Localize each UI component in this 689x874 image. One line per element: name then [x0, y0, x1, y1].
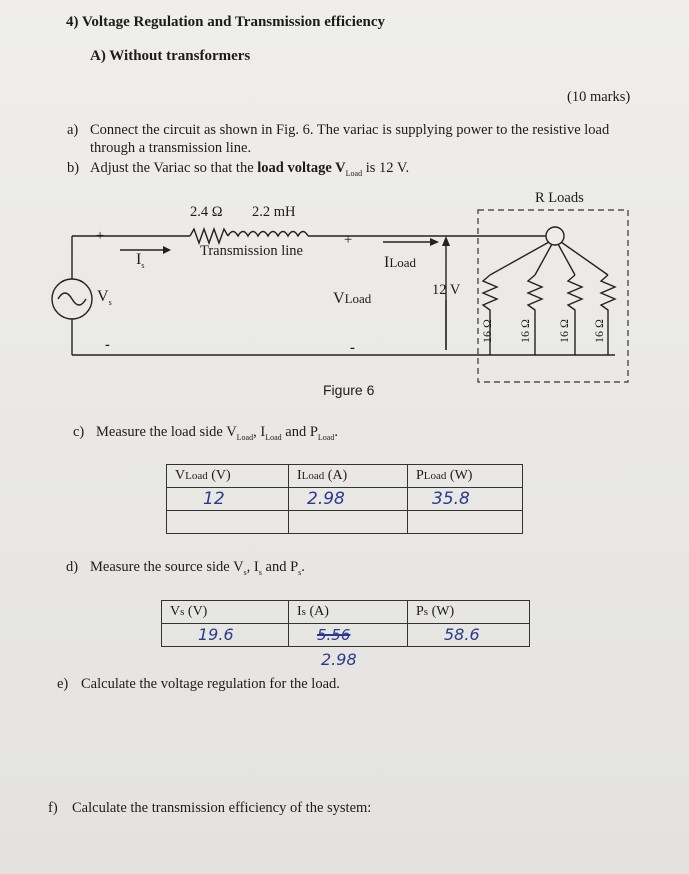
iload-arrow-head — [430, 238, 439, 246]
vs-sub: s — [108, 298, 112, 308]
step-c-sub3: Load — [317, 432, 335, 442]
source-header-power — [408, 601, 530, 624]
section-title: 4) Voltage Regulation and Transmission efficiency — [66, 14, 386, 30]
lh0-unit: (V) — [211, 468, 231, 483]
inductor-symbol — [228, 232, 308, 237]
source-current-label — [136, 251, 144, 270]
load-resistor-label-4: 16 Ω — [592, 319, 606, 343]
step-b-pre: Adjust the Variac so that the — [90, 160, 254, 176]
step-c-end: . — [334, 424, 338, 440]
step-d-mid2: and P — [265, 559, 299, 575]
ac-wave — [58, 293, 86, 305]
step-a-text-line1: Connect the circuit as shown in Fig. 6. The variac is supplying power to the resistive load — [90, 122, 610, 138]
load-empty-3[interactable] — [408, 511, 523, 534]
plus-left: + — [96, 228, 105, 244]
subsection-title: A) Without transformers — [90, 48, 251, 64]
step-a-label: a) — [67, 122, 79, 138]
inductance-label: 2.2 mH — [252, 204, 296, 220]
load-empty-2[interactable] — [289, 511, 408, 534]
fan-line-3 — [558, 244, 575, 275]
load-voltage-label — [333, 290, 371, 308]
load-measurements-table — [166, 464, 523, 534]
load-resistor-1 — [483, 275, 497, 355]
source-voltage-label — [97, 288, 112, 307]
step-e-text: Calculate the voltage regulation for the load. — [81, 676, 340, 692]
sh1-main: I — [297, 604, 302, 619]
fan-line-1 — [490, 242, 549, 275]
lh2-sub: Load — [423, 470, 447, 482]
sh0-unit: (V) — [187, 604, 208, 619]
step-c-mid1: , I — [253, 424, 266, 440]
source-table-header-row — [162, 601, 530, 624]
resistor-symbol — [190, 229, 228, 243]
vs-main: V — [97, 288, 109, 305]
load-power-value: 35.8 — [432, 489, 470, 509]
step-c-text — [96, 424, 338, 442]
load-table-header-row — [167, 465, 523, 488]
voltage-arrow-head — [442, 236, 450, 246]
r-loads-title: R Loads — [535, 190, 584, 206]
step-d-label: d) — [66, 559, 79, 575]
circuit-diagram — [0, 0, 689, 420]
lh2-main: P — [416, 468, 424, 483]
sh2-sub: s — [423, 606, 429, 618]
load-empty-1[interactable] — [167, 511, 289, 534]
resistance-label: 2.4 Ω — [190, 204, 223, 220]
load-resistor-4 — [601, 275, 615, 355]
step-d-end: . — [301, 559, 305, 575]
transmission-line-label: Transmission line — [200, 243, 303, 259]
load-value-current[interactable] — [289, 488, 408, 511]
sh0-sub: s — [180, 606, 185, 618]
lh1-unit: (A) — [327, 468, 348, 483]
step-d-mid1: , I — [246, 559, 259, 575]
voltage-value-label: 12 V — [432, 282, 461, 298]
step-d-text — [90, 559, 305, 577]
source-value-current[interactable] — [289, 624, 408, 647]
is-main: I — [136, 251, 142, 268]
lh2-unit: (W) — [449, 468, 473, 483]
step-e-label: e) — [57, 676, 69, 692]
step-b-bold: load voltage V — [257, 160, 346, 176]
load-current-label — [384, 254, 416, 272]
step-d-pre: Measure the source side V — [90, 559, 244, 575]
step-c-pre: Measure the load side V — [96, 424, 237, 440]
sh1-sub: s — [301, 606, 306, 618]
lh0-sub: Load — [185, 470, 208, 482]
minus-left: - — [105, 337, 110, 353]
sh2-unit: (W) — [431, 604, 455, 619]
load-resistor-3 — [568, 275, 582, 355]
load-voltage-value: 12 — [203, 489, 225, 509]
source-table-value-row — [162, 624, 530, 647]
step-f-text: Calculate the transmission efficiency of the system: — [72, 800, 372, 816]
load-resistor-2 — [528, 275, 542, 355]
load-resistor-label-1: 16 Ω — [480, 319, 494, 343]
step-c-mid2: and P — [285, 424, 318, 440]
fan-line-4 — [561, 242, 608, 275]
source-current-corrected-value: 2.98 — [321, 650, 357, 669]
step-b-label: b) — [67, 160, 80, 176]
load-header-current — [289, 465, 408, 488]
step-c-sub2: Load — [265, 432, 282, 442]
iload-main: I — [384, 254, 390, 271]
step-b-sub: Load — [345, 168, 363, 178]
vload-main: V — [333, 290, 345, 307]
source-header-voltage — [162, 601, 289, 624]
load-current-value: 2.98 — [307, 489, 345, 509]
source-voltage-value: 19.6 — [198, 625, 234, 644]
lh1-main: I — [297, 468, 302, 483]
step-d-s2: s — [258, 567, 262, 577]
lh0-main: V — [175, 468, 186, 483]
lh1-sub: Load — [301, 470, 325, 482]
source-current-struck-value: 5.56 — [317, 625, 351, 644]
load-table-empty-row — [167, 511, 523, 534]
vload-sub: Load — [344, 291, 372, 306]
source-header-current — [289, 601, 408, 624]
step-d-s3: s — [298, 567, 302, 577]
source-value-power[interactable] — [408, 624, 530, 647]
sh1-unit: (A) — [309, 604, 329, 619]
marks-label: (10 marks) — [567, 89, 631, 105]
load-resistor-label-3: 16 Ω — [557, 319, 571, 343]
step-c-label: c) — [73, 424, 85, 440]
is-sub: s — [141, 261, 145, 271]
load-header-power — [408, 465, 523, 488]
load-header-voltage — [167, 465, 289, 488]
load-value-power[interactable] — [408, 488, 523, 511]
step-a-text-line2: through a transmission line. — [90, 140, 252, 156]
step-f-label: f) — [48, 800, 58, 816]
load-resistor-label-2: 16 Ω — [518, 319, 532, 343]
source-measurements-table — [161, 600, 530, 647]
load-value-voltage[interactable] — [167, 488, 289, 511]
step-d-s1: s — [243, 567, 247, 577]
is-arrow-head — [163, 246, 171, 254]
sh2-main: P — [416, 604, 424, 619]
plus-right: + — [344, 232, 353, 248]
source-value-voltage[interactable] — [162, 624, 289, 647]
minus-right: - — [350, 340, 355, 356]
step-c-sub1: Load — [236, 432, 254, 442]
iload-sub: Load — [389, 255, 417, 270]
load-table-value-row — [167, 488, 523, 511]
source-power-value: 58.6 — [444, 625, 480, 644]
figure-caption: Figure 6 — [323, 382, 375, 398]
step-b-post: is 12 V. — [365, 160, 410, 176]
sh0-main: V — [170, 604, 181, 619]
